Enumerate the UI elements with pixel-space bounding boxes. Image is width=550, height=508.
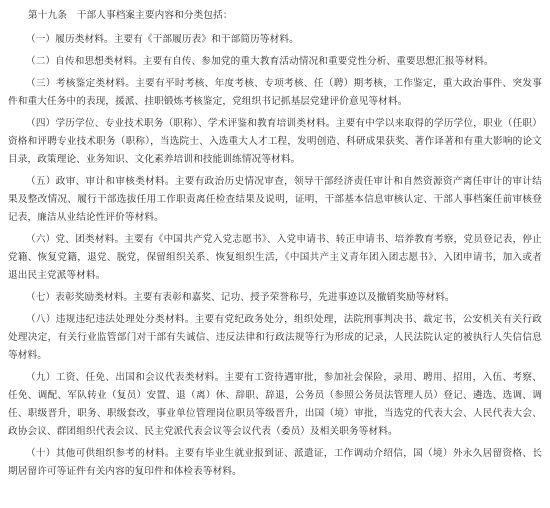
section-2-autobiography: （二）自传和思想类材料。主要有自传、参加党的重大教育活动情况和重要党性分析、重要思想汇报等材料。 (26, 56, 494, 67)
section-6-party-league: （六）党、团类材料。主要有《中国共产党入党志愿书》、入党申请书、转正申请书、培养教育考察，党员登记表，停止党籍、恢复党籍，退党、脱党，保留组织关系、恢复组织生活，《中国共产主义青年团入团志愿书》、入团申请书，加入或者退出民主党派等材料。 (8, 234, 542, 281)
section-10-other: （十）其他可供组织参考的材料。主要有毕业生就业报到证、派遣证，工作调动介绍信，国（境）外永久居留资格、长期居留许可等证件有关内容的复印件和体检表等材料。 (8, 448, 542, 477)
section-8-discipline: （八）违规违纪违法处理处分类材料。主要有党纪政务处分，组织处理，法院刑事判决书、裁定书，公安机关有关行政处理决定，有关行业监管部门对干部有失诚信、违反法律和行政法规等行为形成的记录，人民法院认定的被执行人失信信息等材料。 (8, 314, 542, 361)
section-9-salary-appointment: （九）工资、任免、出国和会议代表类材料。主要有工资待遇审批，参加社会保险，录用、聘用、招用，入伍、考察、任免、调配、军队转业（复员）安置、退（离）休、辞职、辞退，公务员（参照公务员法管理人员）登记、遴选、选调、调任、职级晋升，职务、职级套改，事业单位管理岗位职员等级晋升，出国（境）审批，当选党的代表大会、人民代表大会、政协会议、群团组织代表会议、民主党派代表会议等会议代表（委员）及相关职务等材料。 (8, 372, 542, 437)
article-title: 第十九条 干部人事档案主要内容和分类包括： (28, 10, 233, 21)
section-7-awards: （七）表彰奖励类材料。主要有表彰和嘉奖、记功、授予荣誉称号，先进事迹以及撤销奖励等材料。 (26, 292, 455, 303)
section-4-education: （四）学历学位、专业技术职务（职称）、学术评鉴和教育培训类材料。主要有中学以来取得的学历学位，职业（任职）资格和评聘专业技术职务（职称），当选院士、入选重大人才工程，发明创造、科研成果获奖、著作译著和有重大影响的论文目录，政策理论、业务知识、文化素养培训和技能训练情况等材料。 (8, 118, 542, 165)
section-5-audit: （五）政审、审计和审核类材料。主要有政治历史情况审查，领导干部经济责任审计和自然资源资产离任审计的审计结果及整改情况、履行干部选拔任用工作职责离任检查结果及说明，证明，干部基本信息审核认定、干部人事档案任前审核登记表，廉洁从业结论性评价等材料。 (8, 176, 542, 223)
section-1-resume: （一）履历类材料。主要有《干部履历表》和干部简历等材料。 (26, 34, 299, 45)
section-3-assessment: （三）考核鉴定类材料。主要有平时考核、年度考核、专项考核、任（聘）期考核，工作鉴定，重大政治事件、突发事件和重大任务中的表现，援派、挂职锻炼考核鉴定，党组织书记抓基层党建评价意见等材料。 (8, 78, 542, 107)
